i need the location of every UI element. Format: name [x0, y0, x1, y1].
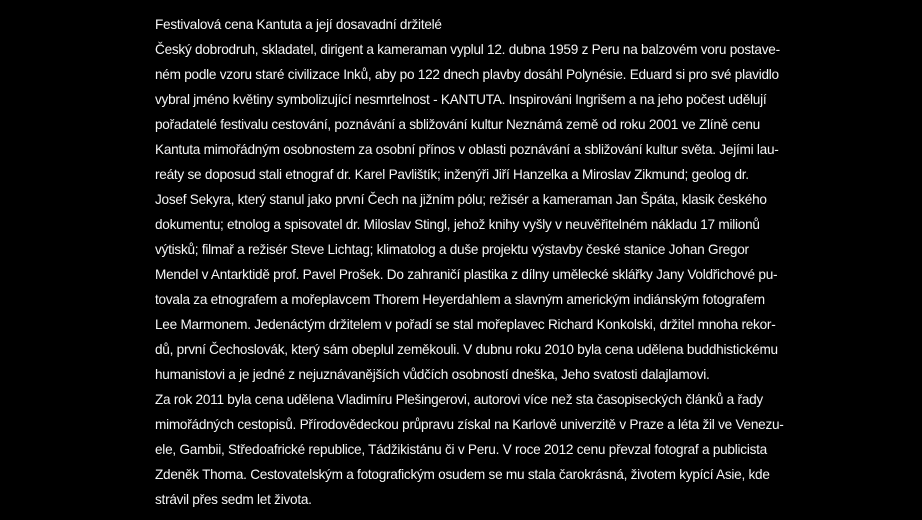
- text-line: tovala za etnografem a mořeplavcem Thorem Heyerdahlem a slavným americkým indiánským fotografem: [155, 292, 765, 307]
- text-line: výtisků; filmař a režisér Steve Lichtag; klimatolog a duše projektu výstavby české stanice Johan Gregor: [155, 242, 749, 257]
- text-line: strávil přes sedm let života.: [155, 492, 312, 507]
- text-line: Český dobrodruh, skladatel, dirigent a kameraman vyplul 12. dubna 1959 z Peru na balzovém voru postave-: [155, 42, 780, 57]
- text-line: dů, první Čechoslovák, který sám obeplul zeměkouli. V dubnu roku 2010 byla cena udělena buddhistickému: [155, 342, 778, 357]
- text-line: Zdeněk Thoma. Cestovatelským a fotografickým osudem se mu stala čarokrásná, životem kypící Asie, kde: [155, 467, 770, 482]
- text-line: ném podle vzoru staré civilizace Inků, aby po 122 dnech plavby dosáhl Polynésie. Eduard si pro své plavidlo: [155, 67, 779, 82]
- text-line: mimořádných cestopisů. Přírodovědeckou průpravu získal na Karlově univerzitě v Praze a léta žil ve Venezu-: [155, 417, 784, 432]
- text-line: Kantuta mimořádným osobnostem za osobní přínos v oblasti poznávání a sbližování kultur světa. Jejími lau-: [155, 142, 779, 157]
- text-line: ele, Gambii, Středoafrické republice, Tádžikistánu či v Peru. V roce 2012 cenu převzal fotograf a publicista: [155, 442, 767, 457]
- text-line: Josef Sekyra, který stanul jako první Čech na jižním pólu; režisér a kameraman Jan Špáta, klasik českého: [155, 192, 767, 207]
- text-line: Za rok 2011 byla cena udělena Vladimíru Plešingerovi, autorovi více než sta časopiseckých článků a řady: [155, 392, 763, 407]
- text-line: pořadatelé festivalu cestování, poznávání a sbližování kultur Neznámá země od roku 2001 ve Zlíně cenu: [155, 117, 760, 132]
- text-line: Mendel v Antarktidě prof. Pavel Prošek. Do zahraničí plastika z dílny umělecké sklářky Jany Voldřichové pu-: [155, 267, 778, 282]
- text-line: Lee Marmonem. Jedenáctým držitelem v pořadí se stal mořeplavec Richard Konkolski, držitel mnoha rekor-: [155, 317, 776, 332]
- text-line: humanistovi a je jedné z nejuznávanějších vůdčích osobností dneška, Jeho svatosti dalajlamovi.: [155, 367, 710, 382]
- text-line: dokumentu; etnolog a spisovatel dr. Miloslav Stingl, jehož knihy vyšly v neuvěřitelném nákladu 17 milionů: [155, 217, 760, 232]
- document-title-line: Festivalová cena Kantuta a její dosavadní držitelé: [155, 17, 442, 32]
- text-block: [155, 12, 805, 512]
- text-line: vybral jméno květiny symbolizující nesmrtelnost - KANTUTA. Inspirováni Ingrišem a na jeho počest udělují: [155, 92, 767, 107]
- text-line: reáty se doposud stali etnograf dr. Karel Pavlištík; inženýři Jiří Hanzelka a Miroslav Zikmund; geolog dr.: [155, 167, 749, 182]
